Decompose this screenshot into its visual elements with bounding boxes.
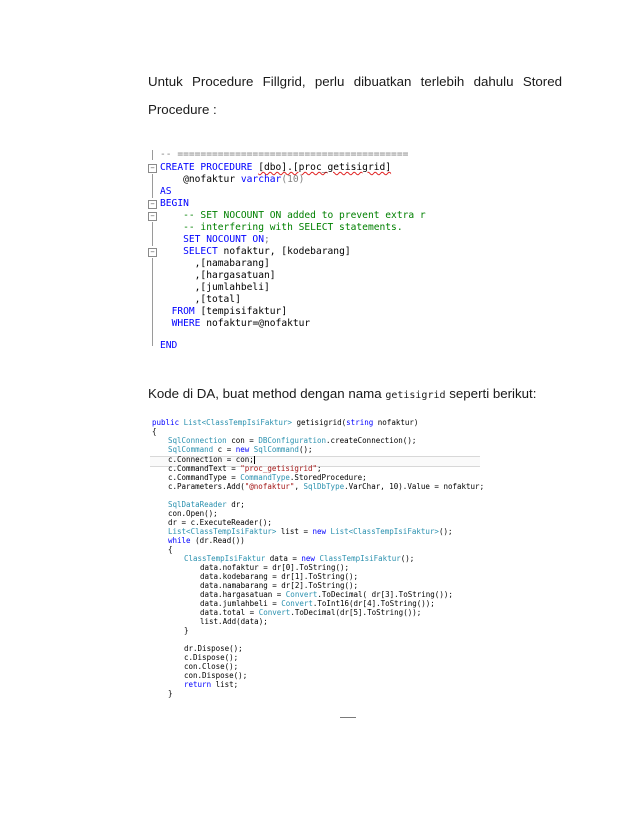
cs-text: dr.Dispose(); [184,644,243,653]
cs-line [184,662,238,671]
sql-line [160,174,304,186]
cs-text: (dr.Read()) [190,536,245,545]
code-outline-gutter [146,148,160,353]
scroll-indicator [340,717,356,718]
cs-type: Convert [281,599,313,608]
cs-text: list = [276,527,313,536]
cs-line [168,445,313,454]
sql-column: ,[jumlahbeli] [194,282,270,293]
sql-line [160,198,189,210]
cs-type: List<ClassTempIsiFaktur> [326,527,439,536]
intro-paragraph-line-1: Untuk Procedure Fillgrid, perlu dibuatkan terlebih dahulu Stored [148,74,562,89]
sql-column: ,[hargasatuan] [194,270,276,281]
cs-line [200,572,358,581]
collapse-icon[interactable]: − [148,248,157,257]
cs-text: data.namabarang = dr[2].ToString(); [200,581,359,590]
sql-keyword: CREATE PROCEDURE [160,162,253,173]
cs-line [168,473,367,482]
sql-line [160,306,287,318]
cs-line [200,581,358,590]
paragraph-text: seperti berikut: [449,386,537,401]
sql-line [160,149,408,161]
csharp-code-image [150,412,485,718]
cs-line [168,436,416,445]
cs-type: SqlCommand [249,445,299,454]
collapse-icon[interactable]: − [148,212,157,221]
sql-line [160,246,351,258]
sql-line [160,234,270,246]
sql-param: @nofaktur [183,174,236,185]
sql-line [160,258,270,270]
cs-keyword: new [312,527,327,536]
sql-keyword: FROM [171,306,195,317]
cs-line [200,599,435,608]
cs-keyword: return [184,680,212,689]
cs-type: DBConfiguration [258,436,327,445]
sql-comment: -- interfering with SELECT statements. [183,222,403,233]
cs-text: c.CommandText = [168,464,241,473]
cs-text: data.nofaktur = dr[0].ToString(); [200,563,350,572]
cs-line [152,427,157,436]
outline-line [152,174,153,198]
sql-condition: nofaktur=@nofaktur [206,318,311,329]
cs-line [168,509,218,518]
cs-type: Convert [285,590,318,599]
sql-line [160,340,177,352]
cs-line [168,500,245,509]
cs-text: con.Dispose(); [184,671,248,680]
cs-type: List<ClassTempIsiFaktur> [183,418,292,427]
outline-line [152,258,153,346]
cs-keyword: public [152,418,184,427]
cs-type: ClassTempIsiFaktur [184,554,266,563]
cs-brace: } [168,689,173,698]
sql-keyword: END [160,340,178,351]
cs-line [200,563,349,572]
sql-punct: ; [263,234,270,245]
sql-line [160,294,241,306]
sql-keyword: AS [160,186,172,197]
cs-type: Convert [258,608,291,617]
sql-line [160,318,310,330]
cs-type: SqlDataReader [168,500,227,509]
cs-keyword: string [346,418,374,427]
cs-text: data = [265,554,302,563]
cs-brace: { [152,427,157,436]
sql-column: ,[namabarang] [194,258,270,269]
cs-text: (); [400,554,415,563]
cs-line [184,680,238,689]
cs-text: .ToDecimal( dr[3].ToString()); [317,590,453,599]
cs-text: (); [438,527,453,536]
cs-text: con = [226,436,259,445]
cs-line [168,455,255,464]
cs-text: list.Add(data); [200,617,268,626]
da-method-paragraph [148,384,562,406]
sql-line [160,222,403,234]
sql-size: (10) [281,174,305,185]
sql-keyword: WHERE [171,318,201,329]
cs-line [168,518,272,527]
cs-string: "@nofaktur" [244,482,295,491]
cs-line [168,527,452,536]
cs-brace: { [168,545,173,554]
cs-line [152,418,418,427]
sql-table: [tempisifaktur] [200,306,288,317]
cs-line [168,464,322,473]
sql-line [160,282,270,294]
cs-type: SqlDbType [303,482,345,491]
cs-line [184,671,247,680]
cs-text: , [294,482,304,491]
cs-type: ClassTempIsiFaktur [314,554,401,563]
cs-text: c.Connection = con; [168,455,254,464]
cs-text: ; [317,464,322,473]
sql-keyword: SELECT [183,246,218,257]
cs-line [200,590,453,599]
collapse-icon[interactable]: − [148,200,157,209]
cs-text: c = [213,445,236,454]
outline-line [152,222,153,246]
intro-paragraph-line-2: Procedure : [148,102,217,117]
sql-code-image [146,148,426,353]
cs-text: (); [298,445,313,454]
cs-text: data.kodebarang = dr[1].ToString(); [200,572,359,581]
sql-line [160,162,391,174]
cs-line [168,482,484,491]
cs-type: CommandType [240,473,290,482]
sql-column: ,[total] [194,294,241,305]
sql-proc-name: [dbo].[proc_getisigrid] [258,162,392,173]
cs-keyword: new [301,554,315,563]
cs-line [184,653,238,662]
collapse-icon[interactable]: − [148,164,157,173]
cs-text: data.jumlahbeli = [200,599,282,608]
cs-text: con.Open(); [168,509,218,518]
cs-text: nofaktur) [373,418,419,427]
cs-text: c.Dispose(); [184,653,239,662]
sql-type: varchar [240,174,282,185]
cs-text: getisigrid( [291,418,347,427]
outline-line [152,150,153,160]
cs-text: list; [211,680,239,689]
cs-text: data.hargasatuan = [200,590,286,599]
text-caret [254,456,255,464]
cs-text: .createConnection(); [326,436,417,445]
inline-code: getisigrid [385,390,446,401]
cs-text: dr = c.ExecuteReader(); [168,518,272,527]
cs-line [168,689,173,698]
cs-text: c.Parameters.Add( [168,482,245,491]
cs-string: "proc_getisigrid" [240,464,318,473]
cs-line [168,545,173,554]
cs-line [168,536,245,545]
sql-keyword: SET NOCOUNT ON [183,234,264,245]
cs-brace: } [184,626,189,635]
sql-columns: nofaktur, [kodebarang] [223,246,351,257]
cs-text: .StoredProcedure; [289,473,367,482]
cs-line [200,617,268,626]
cs-text: data.total = [200,608,259,617]
cs-line [184,554,414,563]
cs-type: SqlConnection [168,436,227,445]
sql-comment: -- SET NOCOUNT ON added to prevent extra r [183,210,426,221]
cs-line [184,626,189,635]
cs-text: con.Close(); [184,662,239,671]
cs-keyword: while [168,536,191,545]
cs-line [184,644,243,653]
cs-keyword: new [235,445,250,454]
cs-text: .ToInt16(dr[4].ToString()); [312,599,435,608]
cs-type: List<ClassTempIsiFaktur> [168,527,277,536]
cs-text: c.CommandType = [168,473,241,482]
cs-line [200,608,421,617]
sql-line [160,270,276,282]
paragraph-text: Kode di DA, buat method dengan nama [148,386,382,401]
cs-text: dr; [226,500,245,509]
sql-comment: -- ======================================== [160,149,409,160]
cs-text: .VarChar, 10).Value = nofaktur; [344,482,485,491]
sql-line [160,186,172,198]
sql-line [160,210,426,222]
cs-text: .ToDecimal(dr[5].ToString()); [290,608,422,617]
cs-type: SqlCommand [168,445,214,454]
sql-keyword: BEGIN [160,198,189,209]
